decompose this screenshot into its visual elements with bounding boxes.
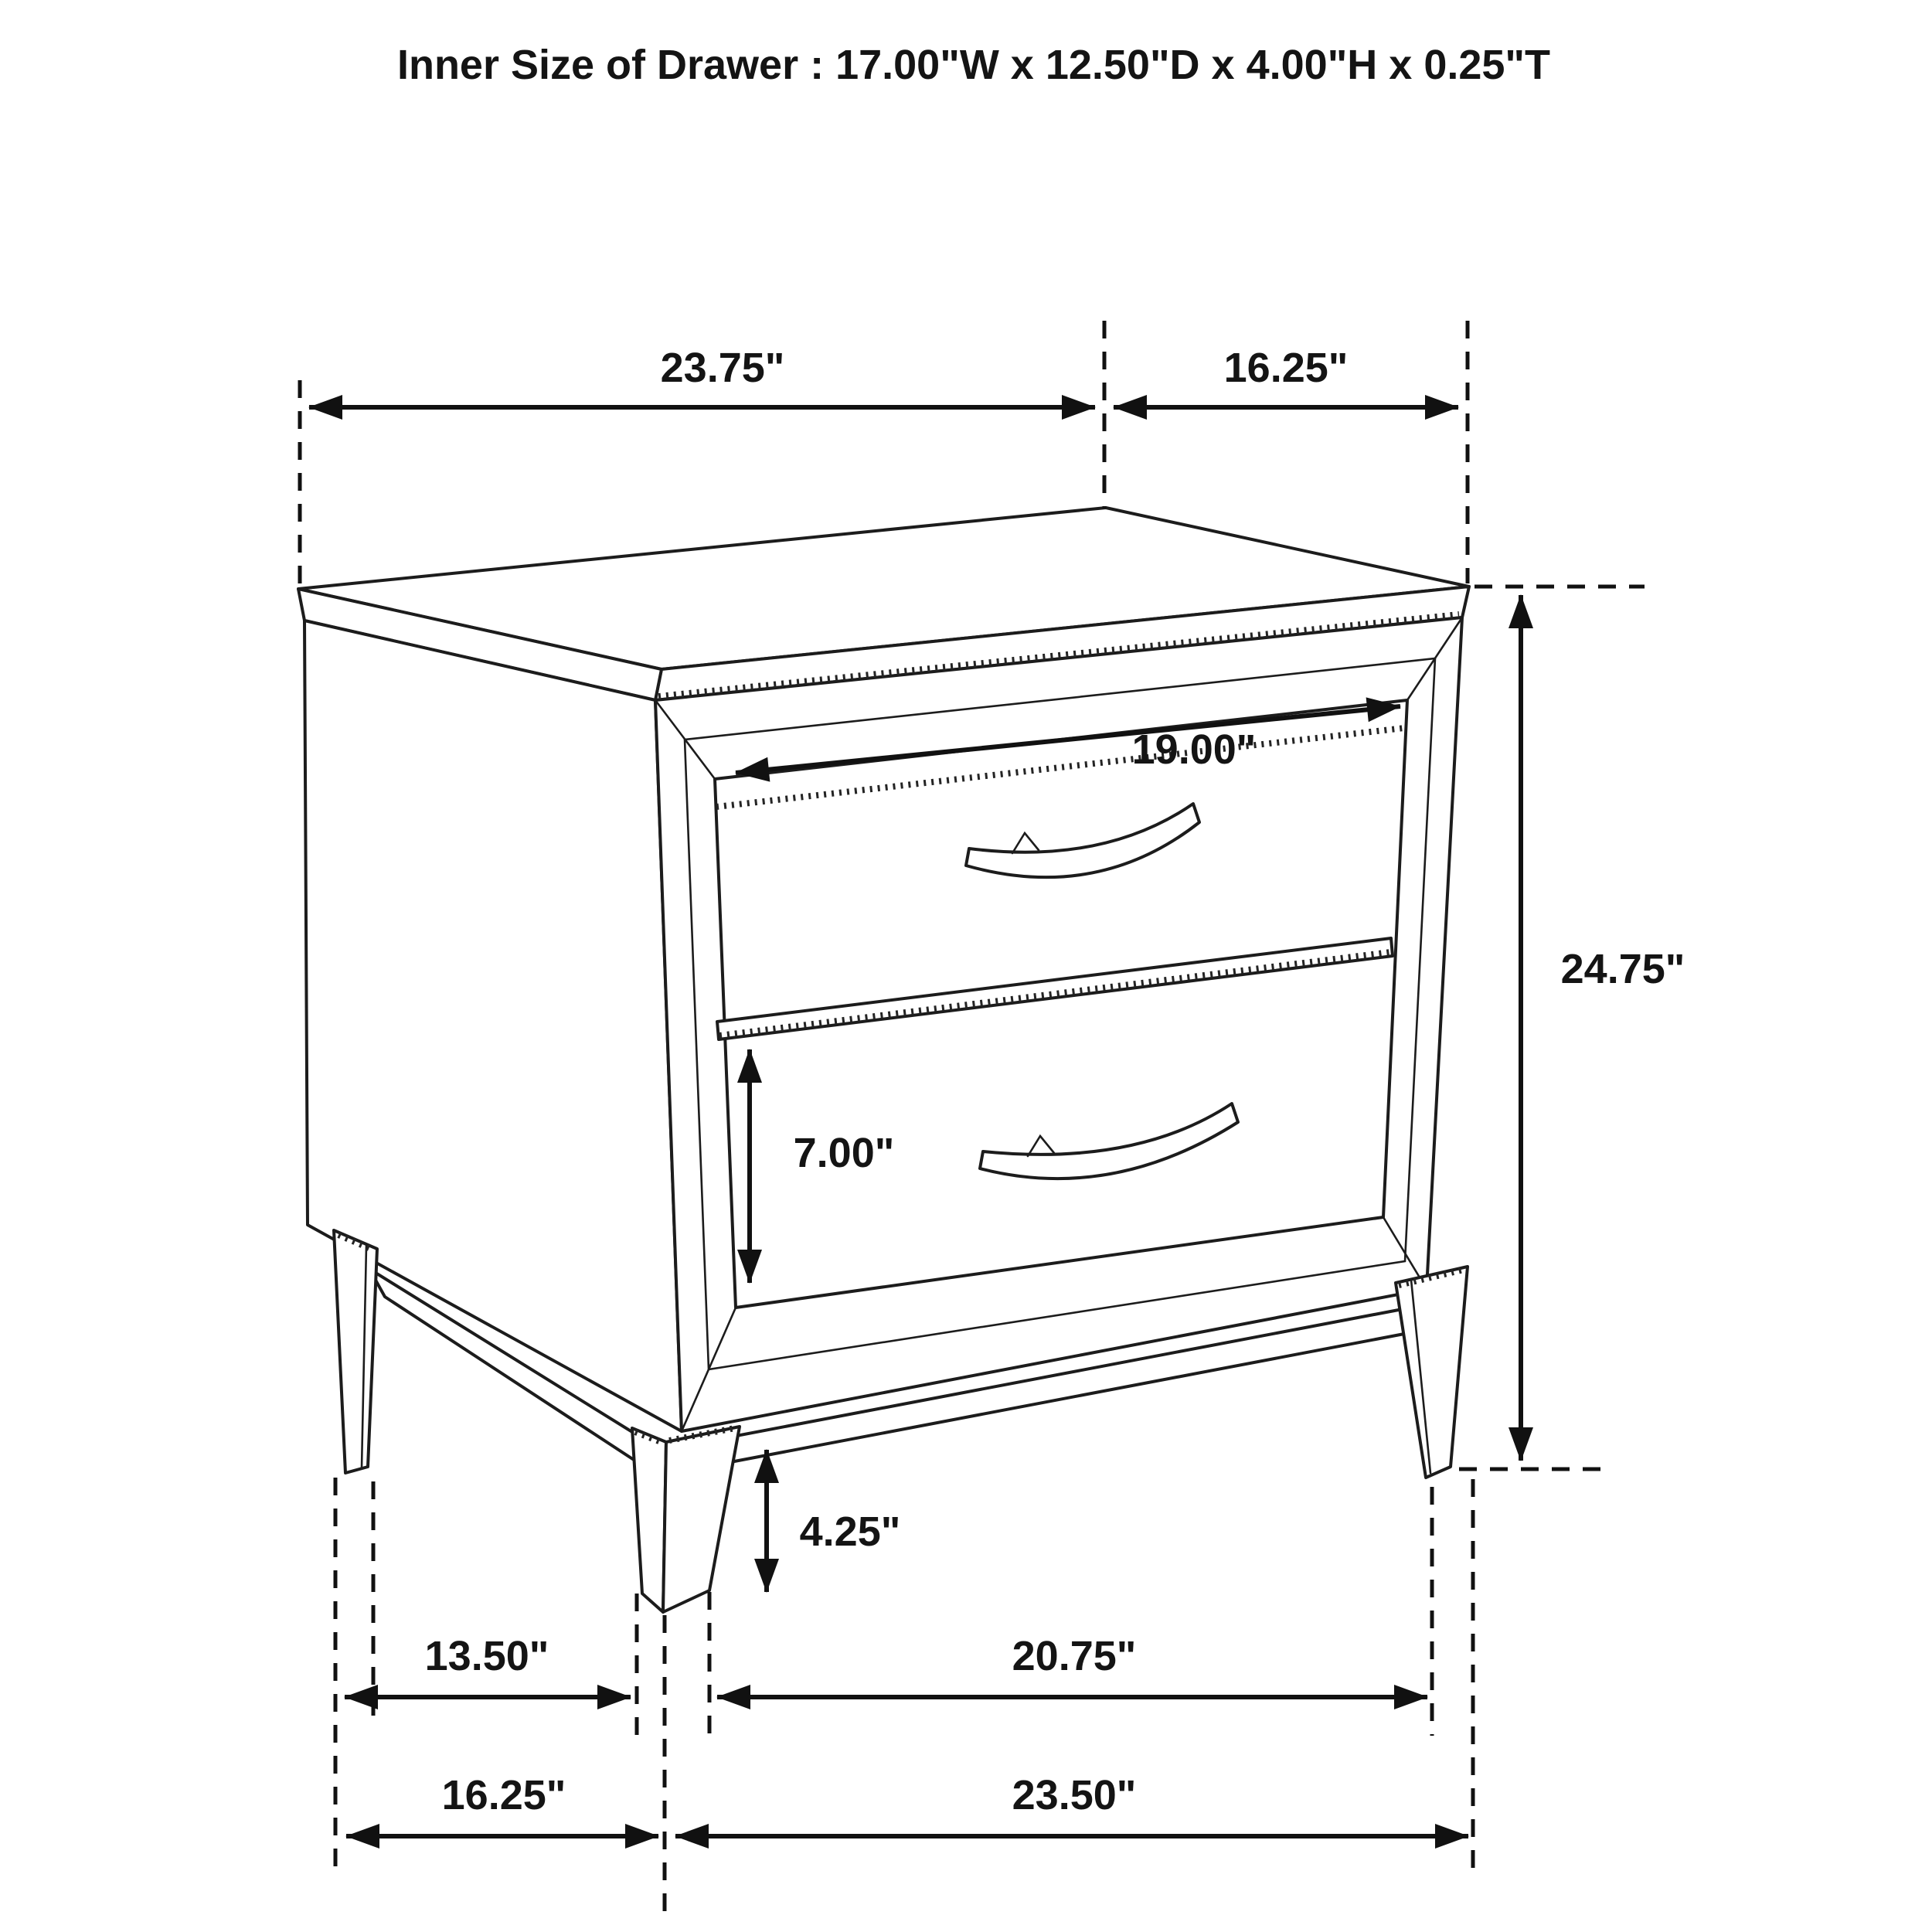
dim-label-leg-height: 4.25" <box>799 1509 901 1555</box>
front-left-leg-left-face <box>632 1428 666 1612</box>
dim-label-drawer-height: 7.00" <box>793 1130 895 1176</box>
front-left-leg-right-face <box>663 1427 740 1612</box>
dim-label-base-front-outer: 23.50" <box>1012 1772 1137 1818</box>
dim-label-base-side-outer: 16.25" <box>441 1772 566 1818</box>
dim-label-top-depth: 16.25" <box>1223 345 1349 391</box>
diagram-title: Inner Size of Drawer : 17.00"W x 12.50"D x 4.00"H x 0.25"T <box>396 42 1551 88</box>
dim-label-overall-height: 24.75" <box>1560 946 1685 992</box>
dim-label-top-width: 23.75" <box>660 345 785 391</box>
dim-label-base-front-inner: 20.75" <box>1012 1633 1137 1679</box>
drawer-opening <box>715 700 1407 1308</box>
front-right-leg <box>1396 1267 1468 1478</box>
nightstand-drawing <box>298 508 1469 1612</box>
dim-label-base-side: 13.50" <box>424 1633 549 1679</box>
rear-left-leg <box>334 1230 377 1473</box>
dim-label-drawer-width: 19.00" <box>1131 726 1257 773</box>
